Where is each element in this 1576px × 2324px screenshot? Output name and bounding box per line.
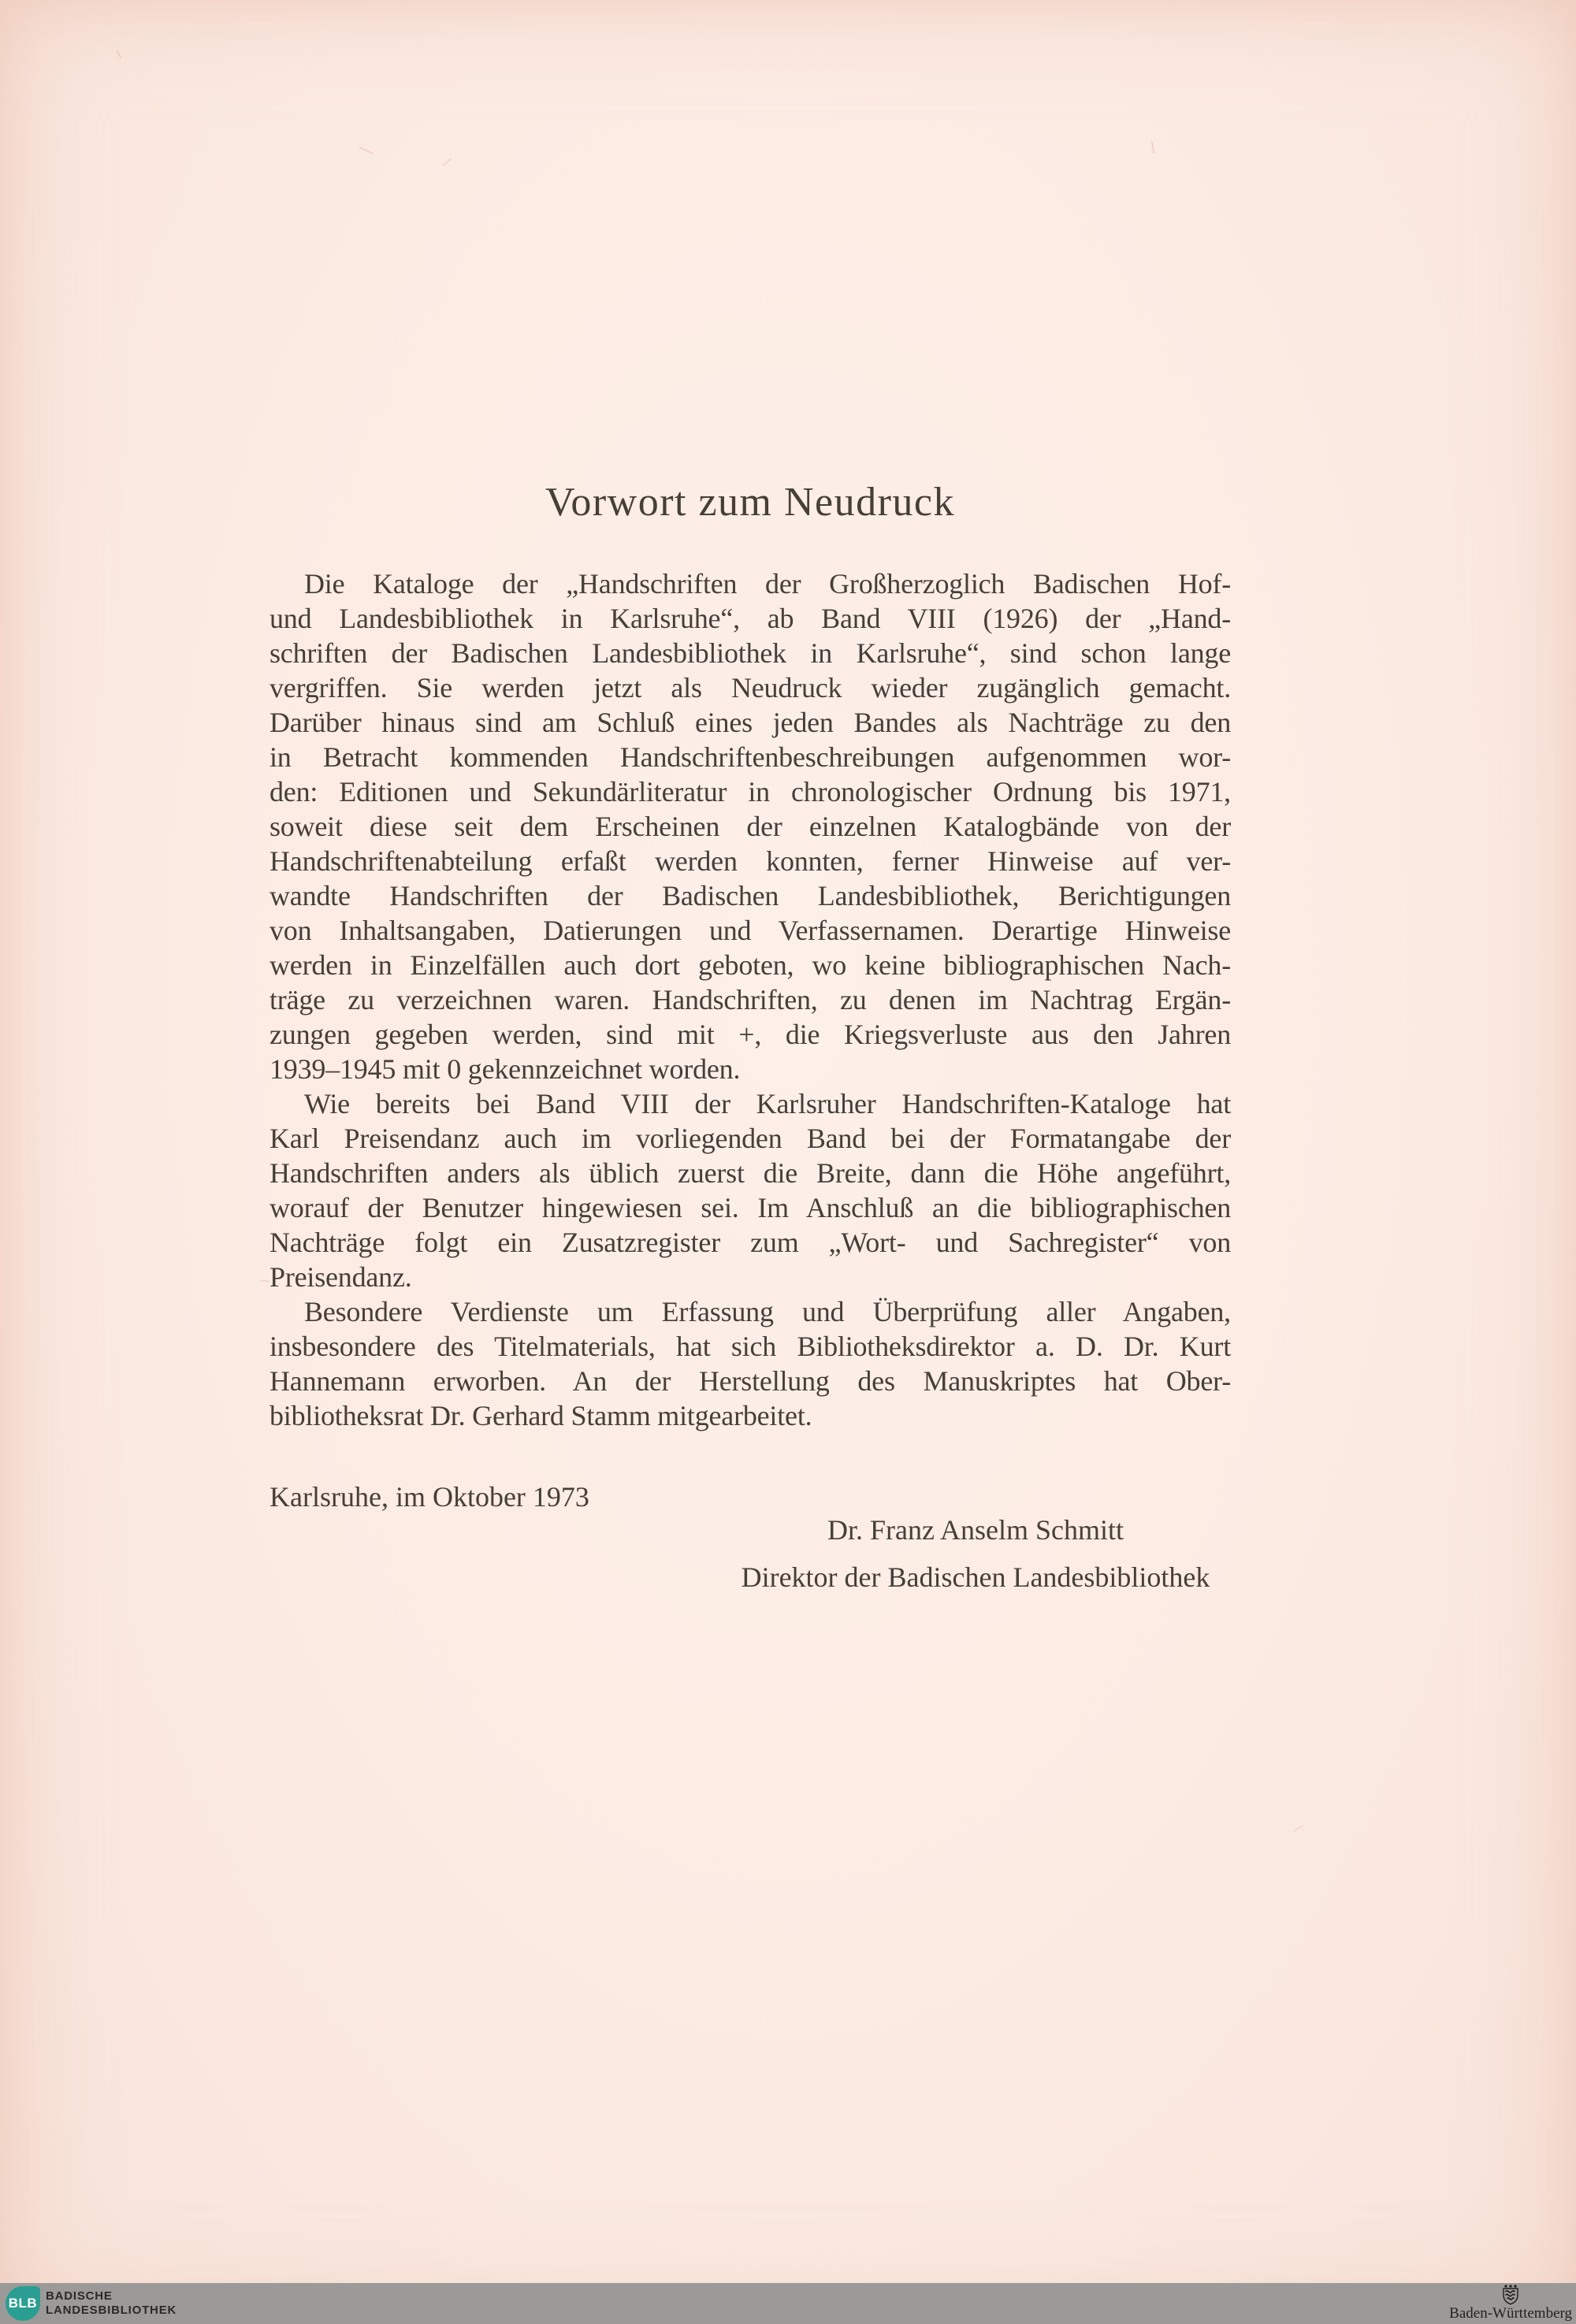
text-line: Besondere Verdienste um Erfassung und Überprüfung aller Angaben,: [304, 1296, 1231, 1327]
text-line: soweit diese seit dem Erscheinen der einzelnen Katalogbände von der: [269, 811, 1231, 842]
coat-of-arms-icon: [1502, 2285, 1519, 2305]
text-line: Karl Preisendanz auch im vorliegenden Band bei der Formatangabe der: [269, 1123, 1231, 1154]
paper-fiber: [116, 50, 122, 58]
text-line: von Inhaltsangaben, Datierungen und Verfassernamen. Derartige Hinweise: [269, 915, 1231, 946]
text-line: vergriffen. Sie werden jetzt als Neudruck wieder zugänglich gemacht.: [269, 672, 1231, 704]
paper-fiber: [359, 147, 374, 154]
text-line: insbesondere des Titelmaterials, hat sich Bibliotheksdirektor a. D. Dr. Kurt: [269, 1331, 1231, 1362]
body-text: [269, 566, 1231, 1433]
text-line: in Betracht kommenden Handschriftenbeschreibungen aufgenommen wor-: [269, 741, 1231, 773]
paper-fiber: [1151, 141, 1155, 154]
text-line: schriften der Badischen Landesbibliothek in Karlsruhe“, sind schon lange: [269, 637, 1231, 669]
library-name-line1: BADISCHE: [46, 2289, 113, 2303]
text-line: Handschriftenabteilung erfaßt werden konnten, ferner Hinweise auf ver-: [269, 845, 1231, 877]
signature-block: [700, 1513, 1251, 1595]
page-title: Vorwort zum Neudruck: [545, 480, 956, 525]
text-line: werden in Einzelfällen auch dort geboten, wo keine bibliographischen Nach-: [269, 949, 1231, 981]
dateline: Karlsruhe, im Oktober 1973: [269, 1481, 589, 1513]
library-name-line2: LANDESBIBLIOTHEK: [46, 2304, 177, 2317]
text-line: Preisendanz.: [269, 1261, 412, 1293]
text-line: und Landesbibliothek in Karlsruhe“, ab Band VIII (1926) der „Hand-: [269, 603, 1231, 634]
signature-name: Dr. Franz Anselm Schmitt: [827, 1514, 1124, 1546]
text-line: Nachträge folgt ein Zusatzregister zum „Wort- und Sachregister“ von: [269, 1227, 1231, 1258]
text-line: worauf der Benutzer hingewiesen sei. Im Anschluß an die bibliographischen: [269, 1192, 1231, 1223]
blb-logo-text: BLB: [8, 2296, 38, 2311]
text-line: Wie bereits bei Band VIII der Karlsruher Handschriften-Kataloge hat: [304, 1088, 1231, 1119]
text-line: 1939–1945 mit 0 gekennzeichnet worden.: [269, 1053, 741, 1085]
blb-logo: [6, 2286, 40, 2321]
signature-role: Direktor der Badischen Landesbibliothek: [741, 1561, 1210, 1593]
region-label: Baden-Württemberg: [1449, 2305, 1572, 2322]
text-line: Die Kataloge der „Handschriften der Großherzoglich Badischen Hof-: [304, 568, 1231, 600]
paper-fiber: [1293, 1825, 1304, 1832]
text-line: Darüber hinaus sind am Schluß eines jeden Bandes als Nachträge zu den: [269, 707, 1231, 738]
text-line: träge zu verzeichnen waren. Handschriften, zu denen im Nachtrag Ergän-: [269, 984, 1231, 1015]
text-line: wandte Handschriften der Badischen Landesbibliothek, Berichtigungen: [269, 880, 1231, 911]
text-line: bibliotheksrat Dr. Gerhard Stamm mitgearbeitet.: [269, 1400, 812, 1431]
library-name: [46, 2289, 177, 2318]
text-line: Hannemann erworben. An der Herstellung des Manuskriptes hat Ober-: [269, 1365, 1231, 1397]
baden-wuerttemberg-mark: [1449, 2285, 1572, 2322]
paper-fiber: [260, 1279, 269, 1283]
paper-fiber: [442, 158, 452, 167]
text-line: den: Editionen und Sekundärliteratur in chronologischer Ordnung bis 1971,: [269, 776, 1231, 807]
text-line: zungen gegeben werden, sind mit +, die Kriegsverluste aus den Jahren: [269, 1019, 1231, 1050]
text-line: Handschriften anders als üblich zuerst die Breite, dann die Höhe angeführt,: [269, 1157, 1231, 1189]
footer-bar: [0, 2283, 1576, 2324]
